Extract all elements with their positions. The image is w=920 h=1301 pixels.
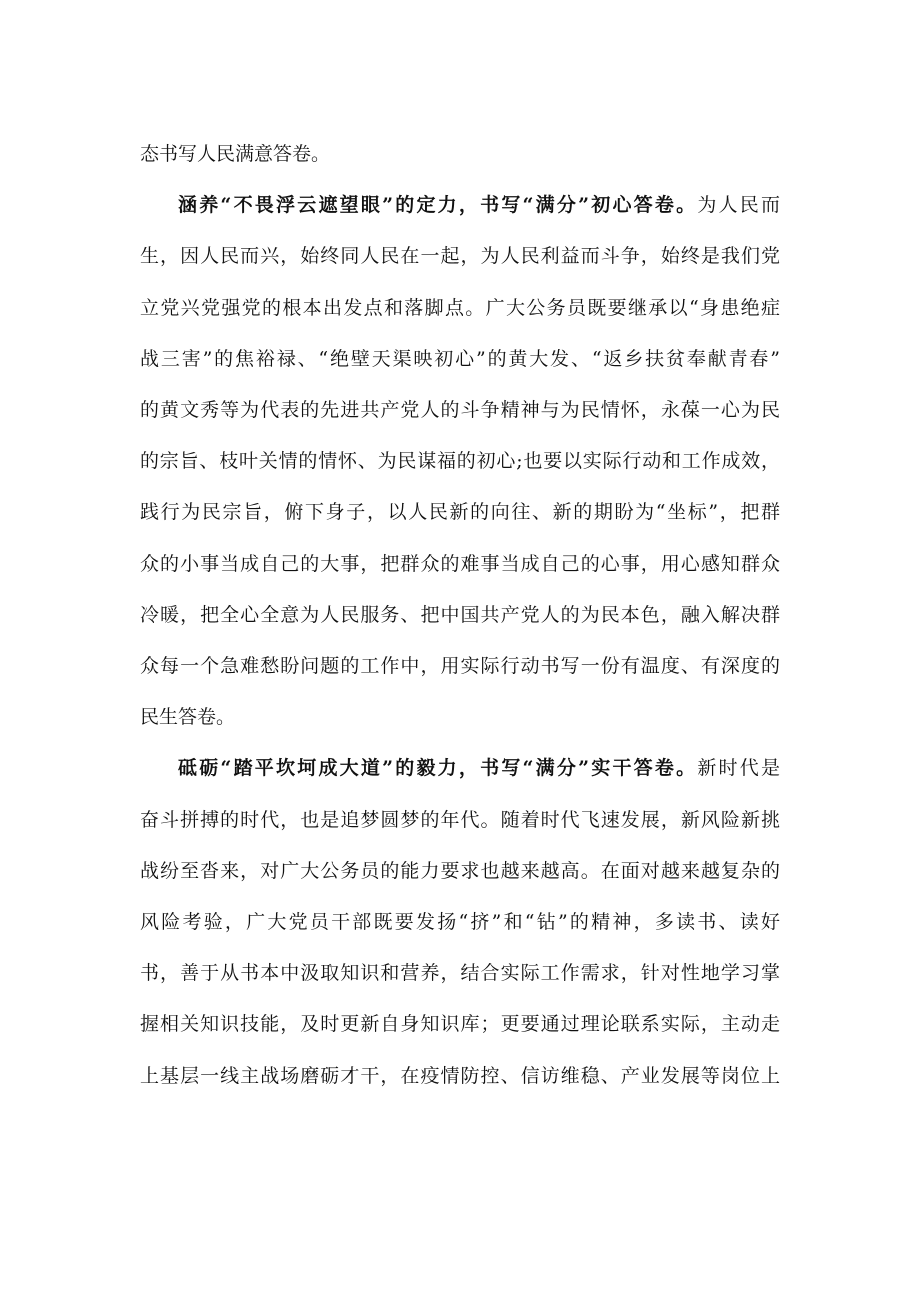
paragraph-2-first-line bbox=[178, 756, 780, 780]
text-line: 奋斗拼搏的时代，也是追梦圆梦的年代。随着时代飞速发展，新风险新挑 bbox=[140, 809, 780, 831]
text-line: 态书写人民满意答卷。 bbox=[140, 143, 331, 165]
text-line: 立党兴党强党的根本出发点和落脚点。广大公务员既要继承以“身患绝症 bbox=[140, 297, 780, 319]
text-line: 众的小事当成自己的大事，把群众的难事当成自己的心事，用心感知群众 bbox=[140, 553, 780, 575]
paragraph-2-lead: 新时代是 bbox=[697, 757, 780, 779]
text-line: 践行为民宗旨，俯下身子，以人民新的向往、新的期盼为“坐标”，把群 bbox=[140, 501, 780, 523]
text-line: 民生答卷。 bbox=[140, 706, 236, 728]
text-line: 众每一个急难愁盼问题的工作中，用实际行动书写一份有温度、有深度的 bbox=[140, 655, 780, 677]
text-line: 的黄文秀等为代表的先进共产党人的斗争精神与为民情怀，永葆一心为民 bbox=[140, 399, 780, 421]
text-line: 上基层一线主战场磨砺才干，在疫情防控、信访维稳、产业发展等岗位上 bbox=[140, 1065, 780, 1087]
text-line: 战纷至沓来，对广大公务员的能力要求也越来越高。在面对越来越复杂的 bbox=[140, 860, 780, 882]
text-line: 风险考验，广大党员干部既要发扬“挤”和“钻”的精神，多读书、读好 bbox=[140, 911, 780, 933]
text-line: 书，善于从书本中汲取知识和营养，结合实际工作需求，针对性地学习掌 bbox=[140, 962, 780, 984]
text-line: 战三害”的焦裕禄、“绝壁天渠映初心”的黄大发、“返乡扶贫奉献青春” bbox=[140, 348, 780, 370]
paragraph-1-lead: 为人民而 bbox=[697, 194, 780, 216]
text-line: 握相关知识技能，及时更新自身知识库；更要通过理论联系实际，主动走 bbox=[140, 1013, 780, 1035]
paragraph-2-heading: 砥砺“踏平坎坷成大道”的毅力，书写“满分”实干答卷。 bbox=[178, 757, 698, 779]
text-line: 生，因人民而兴，始终同人民在一起，为人民利益而斗争，始终是我们党 bbox=[140, 245, 780, 267]
paragraph-1-heading: 涵养“不畏浮云遮望眼”的定力，书写“满分”初心答卷。 bbox=[178, 194, 698, 216]
text-line: 的宗旨、枝叶关情的情怀、为民谋福的初心;也要以实际行动和工作成效， bbox=[140, 450, 780, 472]
paragraph-1-first-line bbox=[178, 193, 780, 217]
text-line: 冷暖，把全心全意为人民服务、把中国共产党人的为民本色，融入解决群 bbox=[140, 604, 780, 626]
